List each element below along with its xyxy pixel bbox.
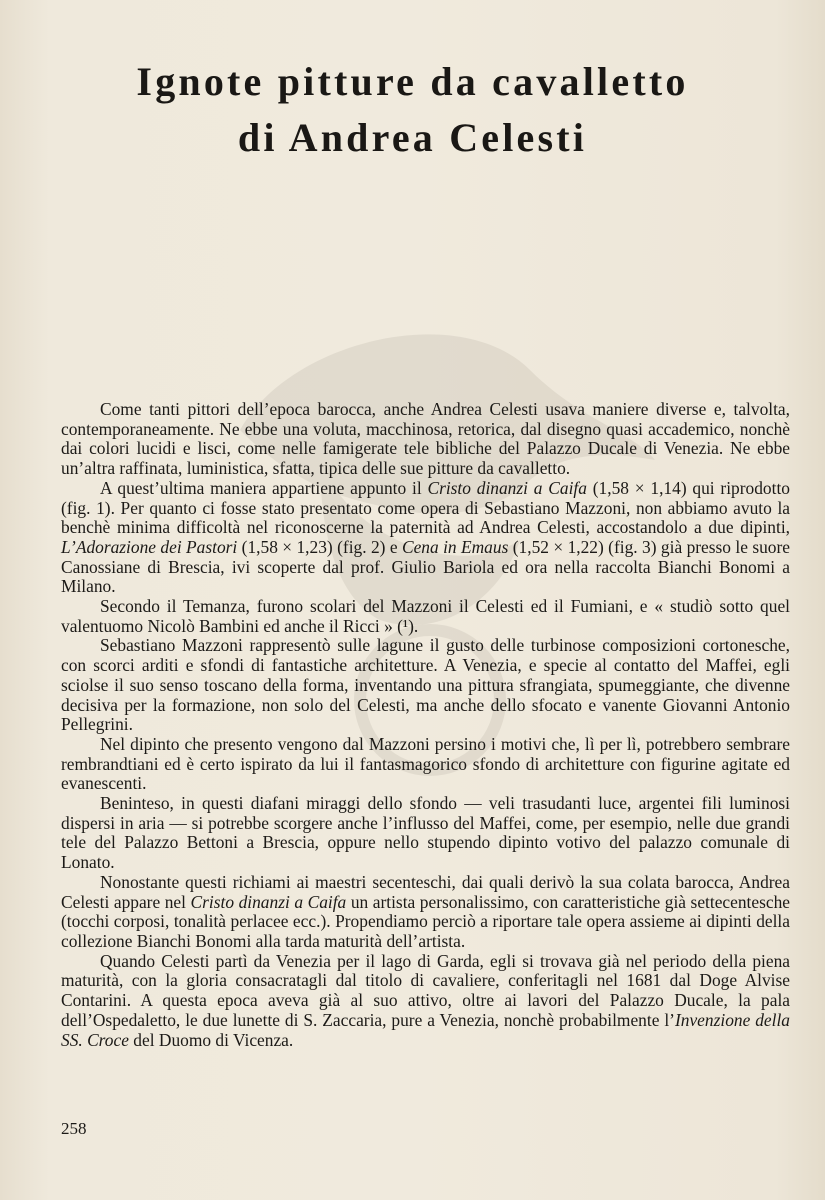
article-title-line-1: Ignote pitture da cavalletto bbox=[136, 59, 689, 104]
paragraph-7-text-1: Nonostante questi richiami ai maestri secenteschi, dai quali derivò la sua colata barocca, Andrea Celesti appare nel bbox=[61, 871, 790, 912]
paragraph-6: Beninteso, in questi diafani miraggi dello sfondo — veli trasudanti luce, argentei fili luminosi dispersi in aria — si potrebbe scorgere anche l’influsso del Maffei, come, per esempio, nelle due grandi tele del Palazzo Bettoni a Brescia, oppure nello stupendo dipinto votivo del palazzo comunale di Lonato. bbox=[61, 793, 790, 873]
paragraph-2 bbox=[61, 479, 790, 597]
paragraph-2-text-1: A quest’ultima maniera appartiene appunto il bbox=[100, 477, 428, 498]
paragraph-2-italic-1: Cristo dinanzi a Caifa bbox=[427, 477, 587, 498]
paragraph-4: Sebastiano Mazzoni rappresentò sulle lagune il gusto delle turbinose composizioni cortonesche, con scorci arditi e sfondi di fantastiche architetture. A Venezia, e specie al contatto del Maffei, egli sciolse il suo senso toscano della forma, inventando una pittura sfrangiata, spumeggiante, che divenne decisiva per la formazione, non solo del Celesti, ma anche dello sfocato e vanente Giovanni Antonio Pellegrini. bbox=[61, 635, 790, 735]
article-body bbox=[61, 400, 790, 1050]
paragraph-7 bbox=[61, 873, 790, 952]
paragraph-2-italic-2: L’Adorazione dei Pastori bbox=[61, 536, 238, 557]
paragraph-1: Come tanti pittori dell’epoca barocca, anche Andrea Celesti usava maniere diverse e, talvolta, contemporaneamente. Ne ebbe una voluta, macchinosa, retorica, dal disegno quasi accademico, nonchè dai colori lucidi e lisci, come nelle famigerate tele bibliche del Palazzo Ducale di Venezia. Ne ebbe un’altra raffinata, luministica, sfatta, tipica delle sue pitture da cavalletto. bbox=[61, 399, 790, 479]
paragraph-7-italic-1: Cristo dinanzi a Caifa bbox=[190, 891, 347, 912]
paragraph-8-text-2: del Duomo di Vicenza. bbox=[128, 1029, 294, 1050]
paragraph-2-text-3: (1,58 × 1,23) (fig. 2) e bbox=[237, 536, 402, 557]
paragraph-8-text-1: Quando Celesti partì da Venezia per il lago di Garda, egli si trovava già nel periodo della piena maturità, con la gloria consacratagli dal titolo di cavaliere, conferitagli nel 1681 dal Doge Alvise Contarini. A questa epoca aveva già al suo attivo, oltre ai lavori del Palazzo Ducale, la pala dell’Ospedaletto, le due lunette di S. Zaccaria, pure a Venezia, nonchè probabilmente l’ bbox=[61, 950, 790, 1030]
paragraph-2-text-4: (1,52 × 1,22) (fig. 3) già presso le suore Canossiane di Brescia, ivi scoperte dal prof. Giulio Bariola ed ora nella raccolta Bianchi Bonomi a Milano. bbox=[61, 536, 791, 597]
paragraph-2-text-2: (1,58 × 1,14) qui riprodotto (fig. 1). Per quanto ci fosse stato presentato come opera di Sebastiano Mazzoni, non abbiamo avuto la benchè minima difficoltà nel riconoscerne la paternità ad Andrea Celesti, accostandolo a due dipinti, bbox=[61, 477, 790, 538]
page-number: 258 bbox=[61, 1119, 87, 1138]
paragraph-5: Nel dipinto che presento vengono dal Mazzoni persino i motivi che, lì per lì, potrebbero sembrare rembrandtiani ed è certo ispirato da lui il fantasmagorico sfondo di architetture con figurine agitate ed evanescenti. bbox=[61, 733, 790, 794]
paragraph-8-italic-1: Invenzione della SS. Croce bbox=[61, 1009, 790, 1050]
paragraph-3: Secondo il Temanza, furono scolari del Mazzoni il Celesti ed il Fumiani, e « studiò sotto quel valentuomo Nicolò Bambini ed anche il Ricci » (¹). bbox=[61, 596, 790, 636]
article-title-line-2: di Andrea Celesti bbox=[237, 115, 588, 160]
paragraph-2-italic-3: Cena in Emaus bbox=[401, 536, 509, 557]
paragraph-7-text-2: un artista personalissimo, con caratteristiche già settecentesche (tocchi corposi, tonalità perlacee ecc.). Propendiamo perciò a riportare tale opera assieme ai dipinti della collezione Bianchi Bonomi alla tarda maturità dell’artista. bbox=[61, 891, 791, 951]
paragraph-8 bbox=[61, 952, 790, 1051]
